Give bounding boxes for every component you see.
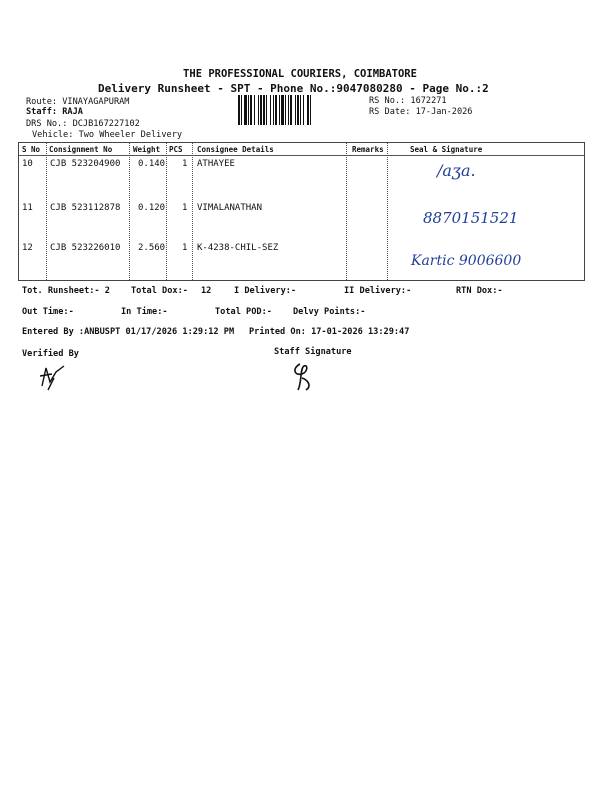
row-consignee: ATHAYEE [197, 159, 235, 169]
staff-signature-icon [290, 360, 326, 394]
rtn-dox: RTN Dox:- [456, 286, 503, 296]
total-dox-label: Total Dox:- [131, 286, 188, 296]
col-header-consignment: Consignment No [49, 145, 113, 154]
total-dox-value: 12 [201, 286, 212, 296]
out-time: Out Time:- [22, 307, 74, 317]
row-sno: 10 [22, 159, 33, 169]
handwritten-phone: 8870151521 [423, 209, 519, 227]
runsheet-table [18, 142, 585, 281]
i-delivery: I Delivery:- [234, 286, 297, 296]
col-header-weight: Weight [133, 145, 161, 154]
row-consignee: K-4238-CHIL-SEZ [197, 243, 279, 253]
col-header-seal: Seal & Signature [410, 145, 483, 154]
printed-on: Printed On: 17-01-2026 13:29:47 [249, 327, 410, 337]
row-consignee: VIMALANATHAN [197, 203, 263, 213]
handwritten-signature: /aʒa. [437, 161, 476, 180]
vehicle-label: Vehicle: Two Wheeler Delivery [32, 130, 183, 140]
delvy-points: Delvy Points:- [293, 307, 366, 317]
rs-date-label: RS Date: 17-Jan-2026 [369, 107, 473, 117]
runsheet-subtitle: Delivery Runsheet - SPT - Phone No.:9047080280 - Page No.:2 [98, 82, 489, 95]
row-consignment: CJB 523204900 [50, 159, 121, 169]
in-time: In Time:- [121, 307, 168, 317]
total-pod: Total POD:- [215, 307, 272, 317]
route-label: Route: VINAYAGAPURAM [26, 97, 130, 107]
col-header-consignee: Consignee Details [197, 145, 274, 154]
entered-by: Entered By :ANBUSPT 01/17/2026 1:29:12 PM [22, 327, 235, 337]
row-weight: 0.140 [138, 159, 166, 169]
row-pcs: 1 [182, 203, 188, 213]
drs-label: DRS No.: DCJB167227102 [26, 119, 140, 129]
ii-delivery: II Delivery:- [344, 286, 412, 296]
col-header-pcs: PCS [169, 145, 183, 154]
row-weight: 0.120 [138, 203, 166, 213]
row-consignment: CJB 523112878 [50, 203, 121, 213]
row-pcs: 1 [182, 159, 188, 169]
tot-runsheet: Tot. Runsheet:- 2 [22, 286, 110, 296]
row-sno: 12 [22, 243, 33, 253]
row-consignment: CJB 523226010 [50, 243, 121, 253]
verifier-signature-icon [36, 364, 76, 396]
row-pcs: 1 [182, 243, 188, 253]
barcode-image [238, 95, 366, 125]
rs-no-label: RS No.: 1672271 [369, 96, 447, 106]
verified-by-label: Verified By [22, 349, 79, 359]
staff-signature-label: Staff Signature [274, 347, 352, 357]
col-header-sno: S No [22, 145, 41, 154]
handwritten-name-phone: Kartic 9006600 [411, 253, 522, 269]
company-title: THE PROFESSIONAL COURIERS, COIMBATORE [183, 68, 417, 80]
staff-label: Staff: RAJA [26, 107, 83, 117]
col-header-remarks: Remarks [352, 145, 384, 154]
row-sno: 11 [22, 203, 33, 213]
row-weight: 2.560 [138, 243, 166, 253]
